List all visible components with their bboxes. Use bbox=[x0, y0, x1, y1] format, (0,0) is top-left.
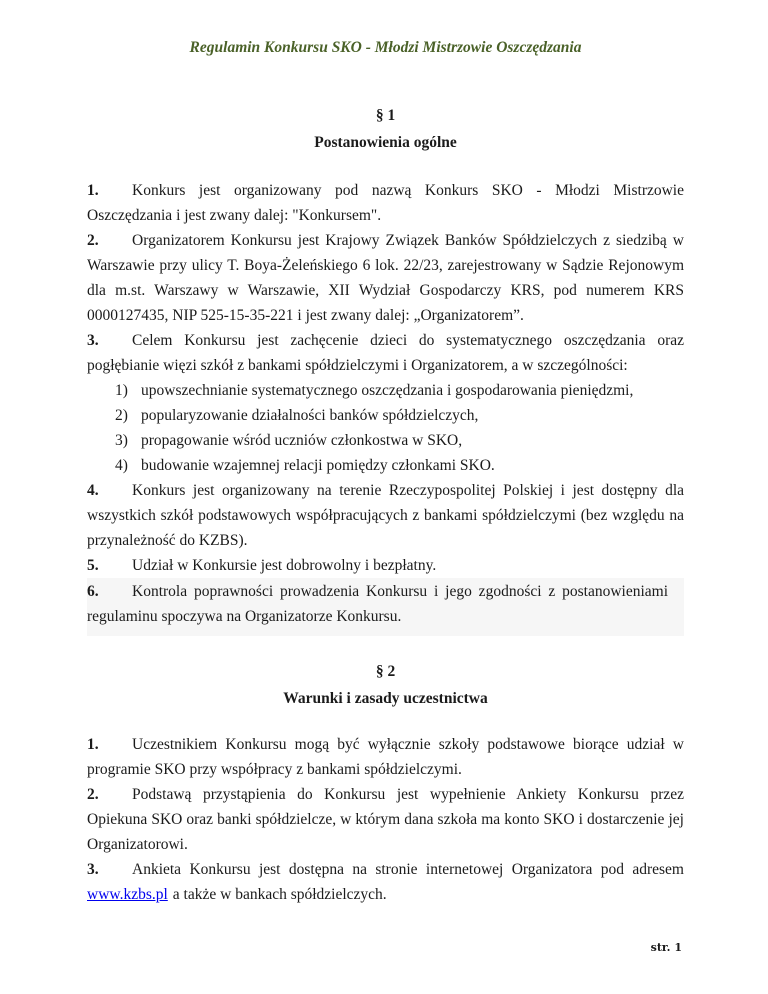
page-number: str. 1 bbox=[650, 941, 682, 954]
subitem-2 bbox=[115, 403, 684, 428]
paragraph-number: 3. bbox=[87, 332, 99, 349]
document-title: Regulamin Konkursu SKO - Młodzi Mistrzowie Oszczędzania bbox=[189, 39, 582, 56]
paragraph-s1-6 bbox=[87, 578, 684, 636]
subitem-text: popularyzowanie działalności banków spółdzielczych, bbox=[141, 407, 479, 424]
paragraph-text: Organizatorem Konkursu jest Krajowy Związek Banków Spółdzielczych z siedzibą w Warszawie przy ulicy T. Boya-Żeleńskiego 6 lok. 22/23, zarejestrowany w Sądzie Rejonowym dla m.st. Warszawy w Warszawie, XII Wydział Gospodarczy KRS, pod numerem KRS 0000127435, NIP 525-15-35-221 i jest zwany dalej: „Organizatorem”. bbox=[87, 232, 684, 324]
subitem-marker: 4) bbox=[115, 457, 128, 474]
subitem-list bbox=[87, 378, 684, 478]
paragraph-s1-1 bbox=[87, 178, 684, 228]
paragraph-s2-3 bbox=[87, 857, 684, 907]
paragraph-number: 1. bbox=[87, 182, 99, 199]
subitem-text: propagowanie wśród uczniów członkostwa w SKO, bbox=[141, 432, 463, 449]
subitem-3 bbox=[115, 428, 684, 453]
subitem-marker: 1) bbox=[115, 382, 128, 399]
paragraph-text: Kontrola poprawności prowadzenia Konkursu i jego zgodności z postanowieniami regulaminu spoczywa na Organizatorze Konkursu. bbox=[87, 583, 668, 625]
paragraph-s1-3 bbox=[87, 328, 684, 378]
paragraph-text: Udział w Konkursie jest dobrowolny i bezpłatny. bbox=[132, 557, 437, 574]
section-1-symbol: § 1 bbox=[375, 107, 396, 124]
subitem-4 bbox=[115, 453, 684, 478]
paragraph-number: 2. bbox=[87, 232, 99, 249]
section-1-heading bbox=[87, 102, 684, 156]
paragraph-text: Ankieta Konkursu jest dostępna na stronie internetowej Organizatora pod adresem bbox=[132, 861, 684, 878]
paragraph-text: Podstawą przystąpienia do Konkursu jest wypełnienie Ankiety Konkursu przez Opiekuna SKO oraz banki spółdzielcze, w którym dana szkoła ma konto SKO i dostarczenie jej Organizatorowi. bbox=[87, 786, 684, 853]
section-2-symbol: § 2 bbox=[375, 663, 396, 680]
paragraph-s2-2 bbox=[87, 782, 684, 857]
subitem-1 bbox=[115, 378, 684, 403]
subitem-marker: 3) bbox=[115, 432, 128, 449]
paragraph-number: 3. bbox=[87, 861, 99, 878]
kzbs-link[interactable]: www.kzbs.pl bbox=[87, 886, 168, 903]
paragraph-number: 6. bbox=[87, 583, 99, 600]
subitem-text: upowszechnianie systematycznego oszczędzania i gospodarowania pieniędzmi, bbox=[141, 382, 634, 399]
subitem-marker: 2) bbox=[115, 407, 128, 424]
paragraph-number: 4. bbox=[87, 482, 99, 499]
paragraph-text: Uczestnikiem Konkursu mogą być wyłącznie szkoły podstawowe biorące udział w programie SKO przy współpracy z bankami spółdzielczymi. bbox=[87, 736, 684, 778]
paragraph-text: a także w bankach spółdzielczych. bbox=[172, 886, 387, 903]
paragraph-s1-2 bbox=[87, 228, 684, 328]
subitem-text: budowanie wzajemnej relacji pomiędzy członkami SKO. bbox=[141, 457, 495, 474]
section-2-heading bbox=[87, 658, 684, 712]
paragraph-s2-1 bbox=[87, 732, 684, 782]
paragraph-s1-5 bbox=[87, 553, 684, 578]
section-2-title: Warunki i zasady uczestnictwa bbox=[283, 690, 488, 707]
paragraph-text: Konkurs jest organizowany pod nazwą Konkurs SKO - Młodzi Mistrzowie Oszczędzania i jest zwany dalej: "Konkursem". bbox=[87, 182, 684, 224]
paragraph-s1-4 bbox=[87, 478, 684, 553]
section-1-title: Postanowienia ogólne bbox=[314, 134, 457, 151]
paragraph-text: Celem Konkursu jest zachęcenie dzieci do systematycznego oszczędzania oraz pogłębianie więzi szkół z bankami spółdzielczymi i Organizatorem, a w szczególności: bbox=[87, 332, 684, 374]
paragraph-number: 1. bbox=[87, 736, 99, 753]
paragraph-number: 5. bbox=[87, 557, 99, 574]
paragraph-text: Konkurs jest organizowany na terenie Rzeczypospolitej Polskiej i jest dostępny dla wszystkich szkół podstawowych współpracujących z bankami spółdzielczymi (bez względu na przynależność do KZBS). bbox=[87, 482, 684, 549]
paragraph-number: 2. bbox=[87, 786, 99, 803]
